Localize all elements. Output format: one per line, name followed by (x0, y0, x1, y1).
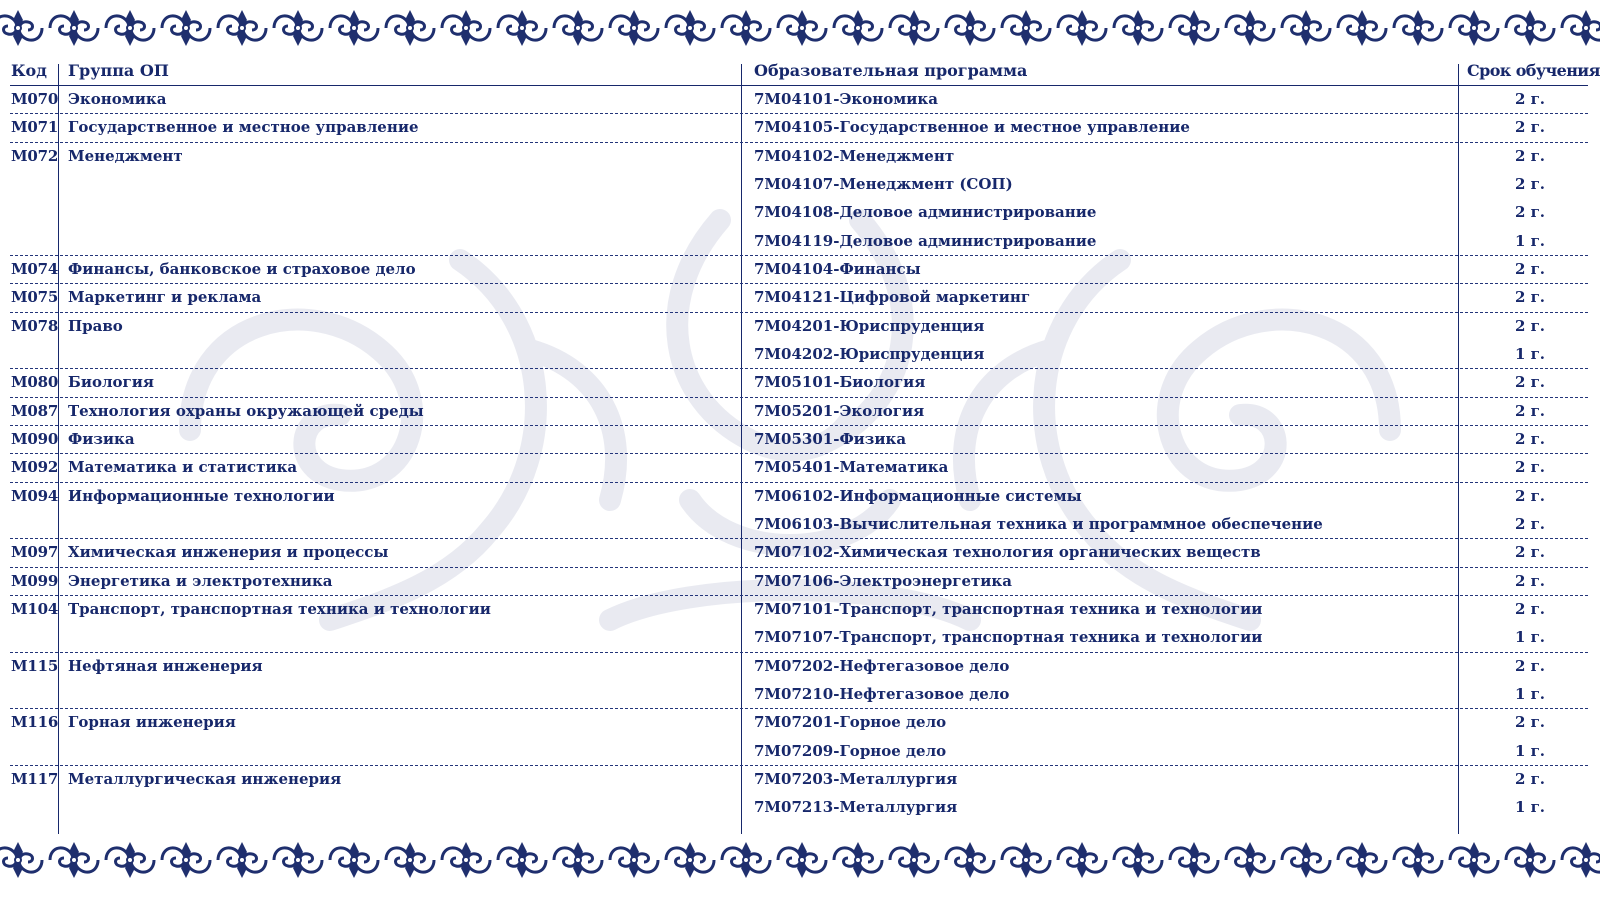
ornament-border-icon (834, 10, 882, 46)
table-row (10, 738, 1588, 766)
row-term: 1 г. (1514, 344, 1546, 363)
row-code: M116 (10, 713, 59, 732)
table-row (10, 171, 1588, 199)
row-term: 2 г. (1514, 90, 1546, 108)
ornament-border-icon (0, 842, 42, 878)
row-program: 7M04202-Юриспруденция (754, 344, 985, 363)
row-program: 7M05201-Экология (754, 401, 925, 420)
row-program: 7M04101-Экономика (754, 90, 938, 108)
row-term: 2 г. (1514, 401, 1546, 420)
ornament-border-icon (946, 10, 994, 46)
ornament-border-icon (1394, 10, 1442, 46)
row-code: M099 (10, 571, 59, 590)
row-program: 7M04108-Деловое администрирование (754, 203, 1097, 222)
row-program: 7M04102-Менеджмент (754, 146, 955, 165)
ornament-border-icon (1338, 842, 1386, 878)
row-program: 7M07210-Нефтегазовое дело (754, 684, 1010, 703)
ornament-border-icon (106, 842, 154, 878)
row-term: 1 г. (1514, 628, 1546, 647)
ornament-border-icon (1170, 842, 1218, 878)
row-program: 7M07106-Электроэнергетика (754, 571, 1012, 590)
row-group: Маркетинг и реклама (68, 288, 262, 307)
ornament-border-icon (1002, 842, 1050, 878)
ornament-border-icon (890, 10, 938, 46)
row-term: 2 г. (1514, 571, 1546, 590)
table-row (10, 313, 1588, 341)
row-program: 7M04105-Государственное и местное управление (754, 118, 1190, 137)
row-program: 7M07202-Нефтегазовое дело (754, 656, 1010, 675)
table-row (10, 143, 1588, 171)
ornament-border-icon (274, 10, 322, 46)
row-group: Экономика (68, 90, 167, 108)
table-row (10, 624, 1588, 652)
row-term: 1 г. (1514, 741, 1546, 760)
row-term: 2 г. (1514, 429, 1546, 448)
row-program: 7M07201-Горное дело (754, 713, 947, 732)
row-group: Горная инженерия (68, 713, 236, 732)
row-term: 1 г. (1514, 798, 1546, 817)
row-group: Технология охраны окружающей среды (68, 401, 424, 420)
row-program: 7M07203-Металлургия (754, 769, 958, 788)
ornament-border-icon (946, 842, 994, 878)
row-program: 7M04119-Деловое администрирование (754, 231, 1097, 250)
ornament-border-icon (778, 10, 826, 46)
ornament-border-icon (1450, 10, 1498, 46)
ornament-border-icon (1226, 10, 1274, 46)
ornament-border-icon (666, 842, 714, 878)
row-term: 2 г. (1514, 203, 1546, 222)
table-row (10, 511, 1588, 539)
header-group: Группа ОП (68, 61, 169, 80)
ornament-border-icon (498, 10, 546, 46)
row-program: 7M04107-Менеджмент (СОП) (754, 174, 1013, 193)
row-code: M087 (10, 401, 59, 420)
ornament-border-icon (1282, 10, 1330, 46)
ornament-border-icon (610, 842, 658, 878)
row-code: M075 (10, 288, 59, 307)
ornament-border-icon (330, 842, 378, 878)
table-row (10, 284, 1588, 312)
ornament-border-icon (554, 10, 602, 46)
row-code: M104 (10, 599, 59, 618)
ornament-border-icon (0, 10, 42, 46)
ornament-border-icon (162, 842, 210, 878)
ornament-border-icon (162, 10, 210, 46)
row-program: 7M05301-Физика (754, 429, 907, 448)
ornament-border-icon (218, 10, 266, 46)
ornament-border-icon (890, 842, 938, 878)
ornament-border-icon (1282, 842, 1330, 878)
ornament-border-icon (1450, 842, 1498, 878)
row-group: Право (68, 316, 123, 335)
row-term: 2 г. (1514, 543, 1546, 562)
table-row (10, 653, 1588, 681)
row-group: Информационные технологии (68, 486, 335, 505)
table-row (10, 483, 1588, 511)
row-program: 7M07209-Горное дело (754, 741, 947, 760)
ornament-border-icon (1002, 10, 1050, 46)
row-program: 7M07102-Химическая технология органических веществ (754, 543, 1261, 562)
row-code: M090 (10, 429, 59, 448)
row-code: M070 (10, 90, 59, 108)
row-code: M074 (10, 259, 59, 278)
ornament-border-icon (834, 842, 882, 878)
ornament-border-icon (778, 842, 826, 878)
row-program: 7M07107-Транспорт, транспортная техника и технологии (754, 628, 1263, 647)
row-term: 2 г. (1514, 118, 1546, 137)
table-row (10, 398, 1588, 426)
ornament-border-icon (274, 842, 322, 878)
row-code: M080 (10, 373, 59, 392)
table-row (10, 86, 1588, 114)
row-term: 2 г. (1514, 656, 1546, 675)
row-group: Физика (68, 429, 135, 448)
table-row (10, 369, 1588, 397)
table-row (10, 199, 1588, 227)
row-program: 7M05401-Математика (754, 458, 949, 477)
row-group: Энергетика и электротехника (68, 571, 333, 590)
row-term: 2 г. (1514, 713, 1546, 732)
ornament-border-icon (1562, 842, 1600, 878)
row-program: 7M04121-Цифровой маркетинг (754, 288, 1031, 307)
ornament-border-icon (1114, 10, 1162, 46)
row-group: Нефтяная инженерия (68, 656, 263, 675)
row-term: 2 г. (1514, 458, 1546, 477)
ornament-border-icon (386, 842, 434, 878)
table-row (10, 568, 1588, 596)
row-program: 7M05101-Биология (754, 373, 926, 392)
row-term: 2 г. (1514, 599, 1546, 618)
table-row (10, 256, 1588, 284)
row-code: M097 (10, 543, 59, 562)
ornament-border-icon (1170, 10, 1218, 46)
programs-table (0, 58, 1600, 834)
ornament-border-icon (722, 10, 770, 46)
ornament-border-icon (1338, 10, 1386, 46)
ornament-border-icon (1058, 10, 1106, 46)
ornament-border-icon (106, 10, 154, 46)
row-program: 7M07213-Металлургия (754, 798, 958, 817)
row-code: M078 (10, 316, 59, 335)
row-code: M117 (10, 769, 59, 788)
top-ornament-border (0, 6, 1600, 50)
row-term: 2 г. (1514, 316, 1546, 335)
ornament-border-icon (722, 842, 770, 878)
ornament-border-icon (442, 842, 490, 878)
table-row (10, 794, 1588, 822)
row-term: 2 г. (1514, 373, 1546, 392)
row-group: Химическая инженерия и процессы (68, 543, 389, 562)
row-program: 7M04104-Финансы (754, 259, 921, 278)
row-term: 2 г. (1514, 769, 1546, 788)
ornament-border-icon (386, 10, 434, 46)
ornament-border-icon (218, 842, 266, 878)
row-program: 7M06102-Информационные системы (754, 486, 1082, 505)
row-group: Металлургическая инженерия (68, 769, 342, 788)
ornament-border-icon (1562, 10, 1600, 46)
ornament-border-icon (666, 10, 714, 46)
table-row (10, 709, 1588, 737)
row-code: M115 (10, 656, 59, 675)
row-program: 7M06103-Вычислительная техника и программное обеспечение (754, 514, 1323, 533)
table-row (10, 681, 1588, 709)
row-group: Государственное и местное управление (68, 118, 419, 137)
row-program: 7M07101-Транспорт, транспортная техника и технологии (754, 599, 1263, 618)
row-term: 2 г. (1514, 514, 1546, 533)
table-row (10, 766, 1588, 794)
row-term: 2 г. (1514, 288, 1546, 307)
row-code: M071 (10, 118, 59, 137)
row-program: 7M04201-Юриспруденция (754, 316, 985, 335)
ornament-border-icon (50, 10, 98, 46)
ornament-border-icon (498, 842, 546, 878)
ornament-border-icon (1226, 842, 1274, 878)
row-group: Менеджмент (68, 146, 183, 165)
table-body (0, 86, 1600, 823)
row-group: Финансы, банковское и страховое дело (68, 259, 416, 278)
ornament-border-icon (330, 10, 378, 46)
row-code: M094 (10, 486, 59, 505)
table-row (10, 539, 1588, 567)
row-group: Биология (68, 373, 154, 392)
row-term: 1 г. (1514, 231, 1546, 250)
ornament-border-icon (1506, 842, 1554, 878)
table-row (10, 341, 1588, 369)
row-group: Математика и статистика (68, 458, 298, 477)
header-code: Код (11, 61, 47, 80)
row-code: M092 (10, 458, 59, 477)
table-row (10, 114, 1588, 142)
row-code: M072 (10, 146, 59, 165)
table-row (10, 596, 1588, 624)
row-term: 2 г. (1514, 486, 1546, 505)
ornament-border-icon (50, 842, 98, 878)
row-term: 2 г. (1514, 146, 1546, 165)
ornament-border-icon (610, 10, 658, 46)
ornament-border-icon (442, 10, 490, 46)
bottom-ornament-border (0, 838, 1600, 882)
row-term: 2 г. (1514, 174, 1546, 193)
table-row (10, 426, 1588, 454)
ornament-border-icon (1506, 10, 1554, 46)
header-term: Срок обучения (1467, 61, 1600, 80)
ornament-border-icon (1394, 842, 1442, 878)
table-row (10, 454, 1588, 482)
row-term: 2 г. (1514, 259, 1546, 278)
row-group: Транспорт, транспортная техника и технологии (68, 599, 491, 618)
ornament-border-icon (554, 842, 602, 878)
row-term: 1 г. (1514, 684, 1546, 703)
table-row (10, 228, 1588, 256)
header-program: Образовательная программа (754, 61, 1028, 80)
ornament-border-icon (1114, 842, 1162, 878)
ornament-border-icon (1058, 842, 1106, 878)
